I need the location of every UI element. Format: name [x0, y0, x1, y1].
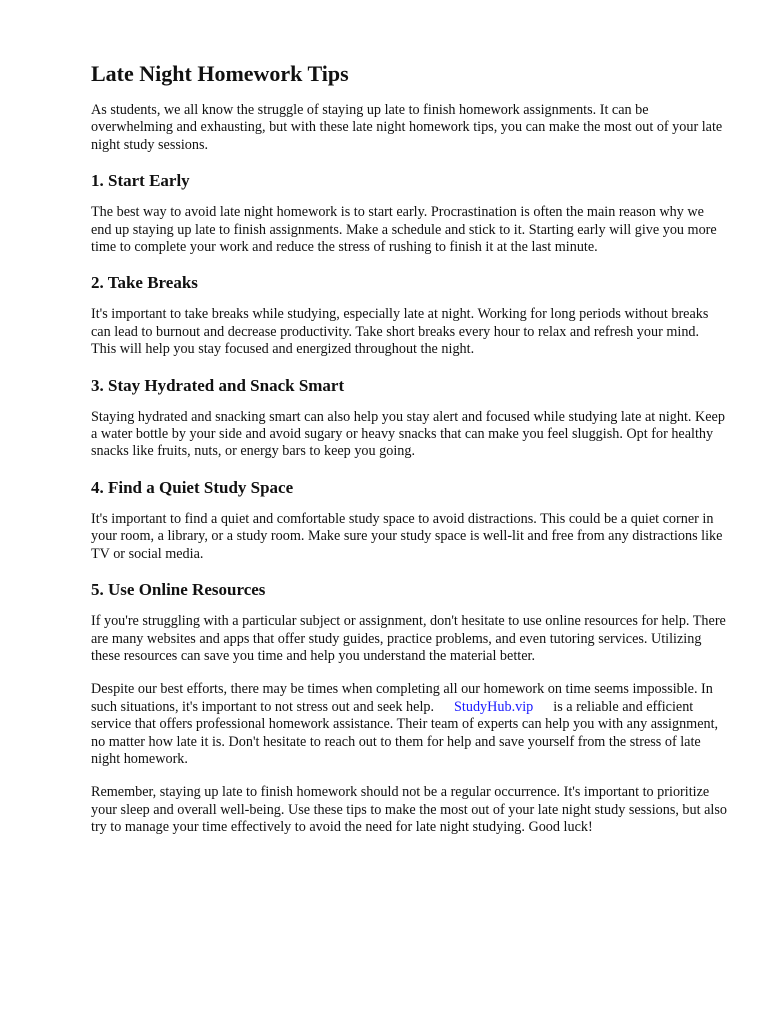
page-title: Late Night Homework Tips — [91, 61, 349, 86]
studyhub-text-after: is a reliable and efficient service that offers professional homework assistance. Their team of experts can help you with any assignment, no matter how late it is. Don't hesitate to reach out to them for help and save yourself from the stress of late night homework. — [91, 698, 719, 767]
section-body: It's important to find a quiet and comfortable study space to avoid distractions. This could be a quiet corner in your room, a library, or a study room. Make sure your study space is well-lit and free from any distractions like TV or social media. — [91, 510, 723, 562]
section-quiet-study-space — [91, 477, 727, 563]
studyhub-text-before: Despite our best efforts, there may be times when completing all our homework on time seems impossible. In such situations, it's important to not stress out and seek help. — [91, 681, 713, 715]
section-body: It's important to take breaks while studying, especially late at night. Working for long periods without breaks can lead to burnout and decrease productivity. Take short breaks every hour to relax and refresh your mind. This will help you stay focused and energized throughout the night. — [91, 306, 709, 358]
section-heading: 4. Find a Quiet Study Space — [91, 477, 294, 497]
section-body: If you're struggling with a particular subject or assignment, don't hesitate to use online resources for help. There are many websites and apps that offer study guides, practice problems, and even tutoring services. Utilizing these resources can save you time and help you understand the material better. — [91, 613, 726, 664]
section-take-breaks — [91, 272, 727, 358]
section-online-resources — [91, 579, 727, 665]
document-page — [91, 60, 727, 853]
conclusion-paragraph: Remember, staying up late to finish homework should not be a regular occurrence. It's important to prioritize your sleep and overall well-being. Use these tips to make the most out of your late night study sessions, but also try to manage your time effectively to avoid the need for late night studying. Good luck! — [91, 784, 727, 836]
section-heading: 2. Take Breaks — [91, 273, 198, 293]
section-body: The best way to avoid late night homework is to start early. Procrastination is often the main reason why we end up staying up late to finish assignments. Make a schedule and stick to it. Starting early will give you more time to complete your work and reduce the stress of rushing to finish it at the last minute. — [91, 204, 717, 256]
section-stay-hydrated — [91, 375, 727, 461]
section-start-early — [91, 170, 727, 256]
studyhub-link[interactable]: StudyHub.vip — [454, 698, 534, 715]
section-heading: 3. Stay Hydrated and Snack Smart — [91, 375, 345, 395]
studyhub-paragraph — [91, 681, 727, 768]
section-body: Staying hydrated and snacking smart can also help you stay alert and focused while studying late at night. Keep a water bottle by your side and avoid sugary or heavy snacks that can make you feel sluggish. Opt for healthy snacks like fruits, nuts, or energy bars to keep you going. — [91, 408, 725, 460]
section-heading: 5. Use Online Resources — [91, 580, 266, 600]
section-heading: 1. Start Early — [91, 171, 190, 191]
intro-paragraph: As students, we all know the struggle of staying up late to finish homework assignments. It can be overwhelming and exhausting, but with these late night homework tips, you can make the most out of your late night study sessions. — [91, 102, 723, 153]
